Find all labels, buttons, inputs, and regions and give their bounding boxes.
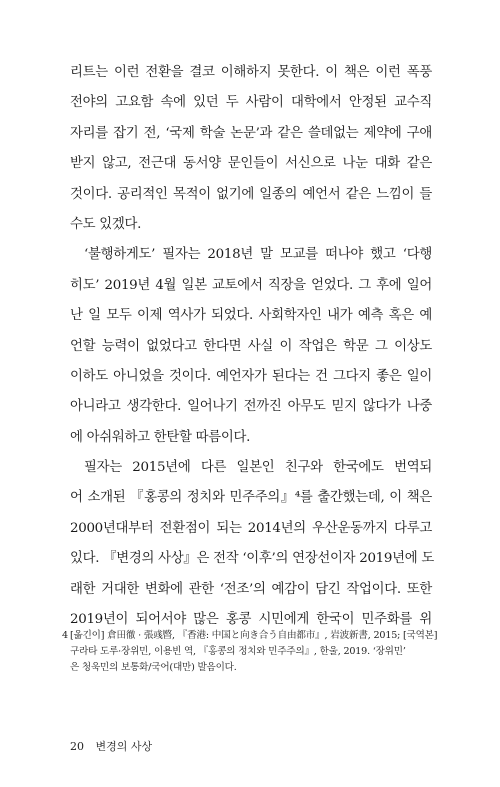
body-line: 것이다. 공리적인 목적이 없기에 일종의 예언서 같은 느낌이 들 bbox=[70, 186, 432, 202]
body-line: 수도 있겠다. bbox=[70, 216, 142, 232]
body-line: 받지 않고, 전근대 동서양 문인들이 서신으로 나눈 대화 같은 bbox=[70, 156, 432, 172]
footnote-line bbox=[62, 628, 438, 644]
page-footer bbox=[70, 738, 152, 754]
body-line: 자리를 잡기 전, ‘국제 학술 논문’과 같은 쓸데없는 제약에 구애 bbox=[70, 125, 432, 141]
body-line: 언할 능력이 없었다고 한다면 사실 이 작업은 학문 그 이상도 bbox=[70, 338, 432, 354]
body-line: 있다. 『변경의 사상』은 전작 ‘이후’의 연장선이자 2019년에 도 bbox=[70, 551, 434, 567]
footnote bbox=[62, 628, 438, 676]
body-line: 이하도 아니었을 것이다. 예언자가 된다는 건 그다지 좋은 일이 bbox=[70, 368, 432, 384]
body-line: 히도’ 2019년 4월 일본 교토에서 직장을 얻었다. 그 후에 일어 bbox=[70, 277, 432, 293]
body-text bbox=[70, 58, 432, 635]
footnote-number: 4 bbox=[62, 630, 68, 641]
footnote-text: [옮긴이] 倉田徹 · 張彧暋, 『香港: 中国と向き合う自由都市』, 岩波新書, 2015; [국역본] bbox=[70, 630, 438, 641]
body-line: 어 소개된 『홍콩의 정치와 민주주의』⁴를 출간했는데, 이 책은 bbox=[70, 490, 432, 506]
running-title: 변경의 사상 bbox=[95, 740, 153, 753]
body-line: 리트는 이런 전환을 결코 이해하지 못한다. 이 책은 이런 폭풍 bbox=[70, 65, 432, 80]
body-line: 난 일 모두 이제 역사가 되었다. 사회학자인 내가 예측 혹은 예 bbox=[70, 308, 432, 324]
body-line: ‘불행하게도’ 필자는 2018년 말 모교를 떠나야 했고 ‘다행 bbox=[84, 247, 432, 263]
page-number: 20 bbox=[70, 740, 84, 753]
body-line: 2000년대부터 전환점이 되는 2014년의 우산운동까지 다루고 bbox=[70, 520, 432, 536]
footnote-line: 구라타 도루·장위민, 이용빈 역, 『홍콩의 정치와 민주주의』, 한울, 2019. ‘장위민’ bbox=[70, 646, 406, 657]
body-line: 2019년이 되어서야 많은 홍콩 시민에게 한국이 민주화를 위 bbox=[70, 612, 432, 628]
footnote-line: 은 청욱민의 보통화/국어(대만) 발음이다. bbox=[70, 662, 237, 673]
body-line: 필자는 2015년에 다른 일본인 친구와 한국에도 번역되 bbox=[84, 460, 432, 476]
body-line: 아니라고 생각한다. 일어나기 전까진 아무도 믿지 않다가 나중 bbox=[70, 399, 432, 415]
body-line: 전야의 고요함 속에 있던 두 사람이 대학에서 안정된 교수직 bbox=[70, 95, 432, 111]
body-line: 에 아쉬워하고 한탄할 따름이다. bbox=[70, 429, 251, 445]
body-line: 래한 거대한 변화에 관한 ‘전조’의 예감이 담긴 작업이다. 또한 bbox=[70, 581, 432, 597]
